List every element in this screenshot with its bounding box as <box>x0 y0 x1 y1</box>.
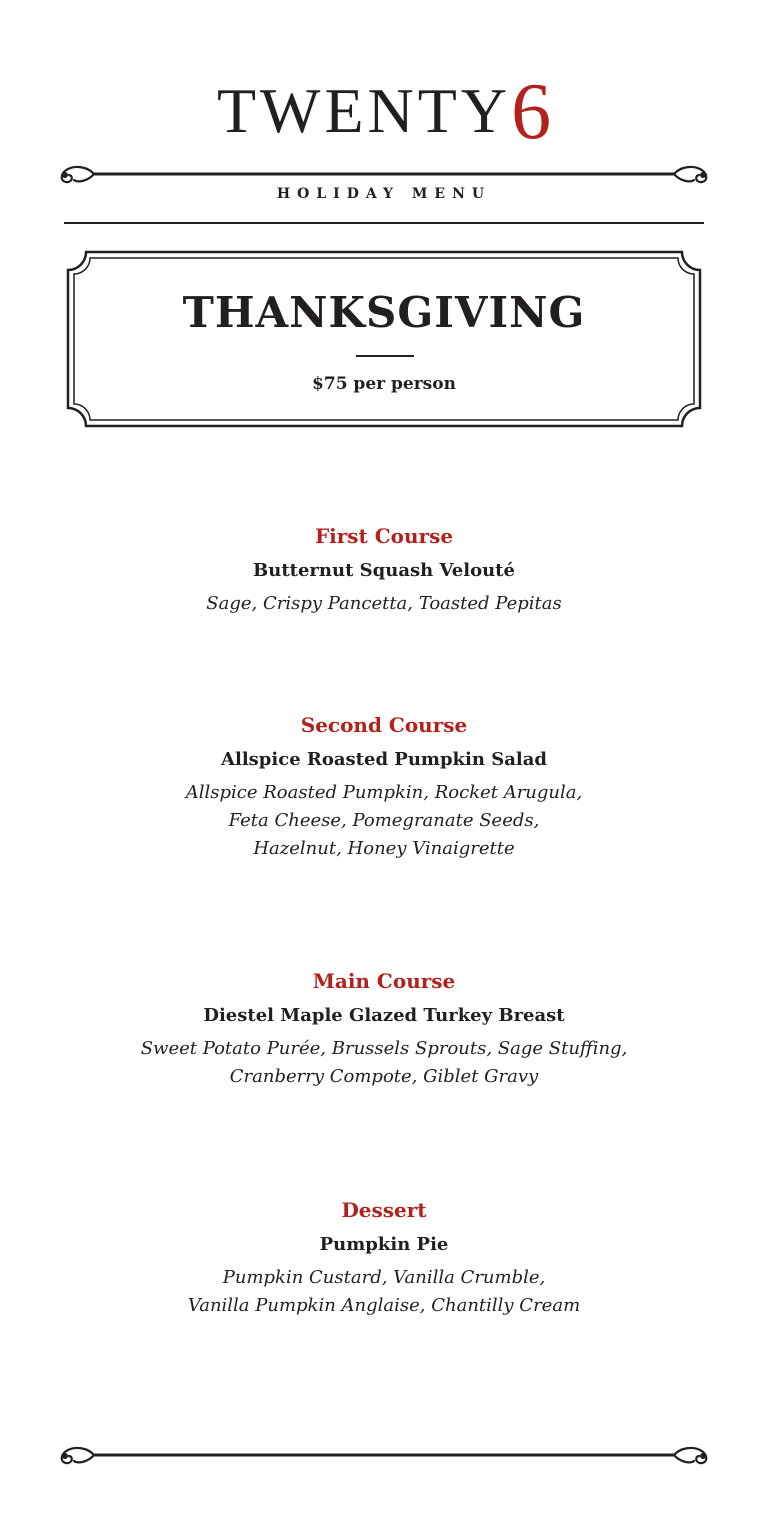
title-frame <box>64 248 704 430</box>
menu-subtitle: HOLIDAY MENU <box>276 186 492 202</box>
brand-word: TWENTY <box>216 75 512 146</box>
dish-description <box>0 1264 768 1320</box>
event-title: THANKSGIVING <box>182 288 586 337</box>
dish-name: Pumpkin Pie <box>319 1234 449 1255</box>
course-first <box>0 522 768 618</box>
course-heading: First Course <box>314 524 454 548</box>
dish-name: Allspice Roasted Pumpkin Salad <box>221 749 547 770</box>
dish-description <box>0 779 768 863</box>
dish-description-line: Hazelnut, Honey Vinaigrette <box>253 838 515 859</box>
bottom-ornament-divider <box>54 1442 714 1468</box>
dish-name: Diestel Maple Glazed Turkey Breast <box>203 1005 565 1026</box>
dish-description-line: Sweet Potato Purée, Brussels Sprouts, Sage Stuffing, <box>140 1038 628 1059</box>
brand-number: 6 <box>511 68 552 156</box>
dish-description <box>0 1035 768 1091</box>
dish-description-line: Feta Cheese, Pomegranate Seeds, <box>228 810 540 831</box>
subtitle-divider <box>64 222 704 224</box>
dish-description-line: Cranberry Compote, Giblet Gravy <box>229 1066 539 1087</box>
course-dessert <box>0 1196 768 1320</box>
dish-description-line: Vanilla Pumpkin Anglaise, Chantilly Cream <box>187 1295 581 1316</box>
course-heading: Second Course <box>300 713 468 737</box>
price: $75 per person <box>312 374 456 394</box>
dish-description-line: Pumpkin Custard, Vanilla Crumble, <box>222 1267 546 1288</box>
title-underline <box>356 355 414 357</box>
course-heading: Main Course <box>312 969 456 993</box>
dish-name: Butternut Squash Velouté <box>253 560 515 581</box>
dish-description <box>0 590 768 618</box>
dish-description-line: Sage, Crispy Pancetta, Toasted Pepitas <box>206 593 562 614</box>
brand-logo <box>0 68 768 156</box>
course-main <box>0 967 768 1091</box>
top-ornament-divider <box>54 161 714 187</box>
course-second <box>0 711 768 863</box>
dish-description-line: Allspice Roasted Pumpkin, Rocket Arugula, <box>185 782 583 803</box>
course-heading: Dessert <box>341 1198 427 1222</box>
